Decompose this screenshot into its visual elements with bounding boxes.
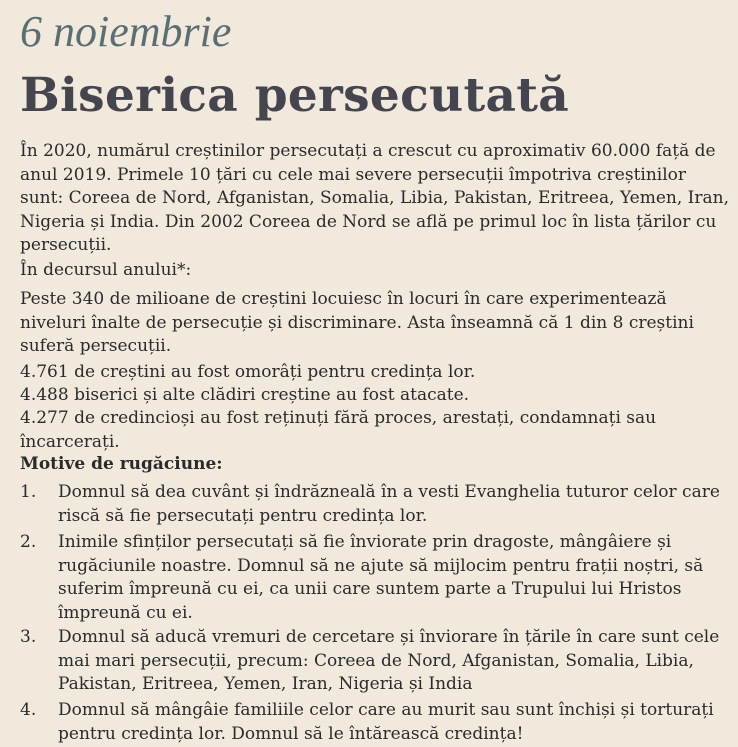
prayer-item [20, 481, 732, 528]
prayer-item [20, 699, 732, 746]
prayer-number: 2. [20, 532, 37, 552]
page-title: Biserica persecutată [20, 68, 570, 123]
prayer-item [20, 626, 732, 697]
prayer-text: Domnul să mângâie familiile celor care au murit sau sunt închiși și torturați pentru credința lor. Domnul să le întărească credința! [58, 700, 714, 744]
stats-paragraph: Peste 340 de milioane de creștini locuiesc în locuri în care experimentează niveluri înalte de persecuție și discriminare. Asta înseamnă că 1 din 8 creștini suferă persecuții. [20, 289, 694, 356]
page-date: 6 noiembrie [20, 7, 232, 56]
stat-line: 4.488 biserici și alte clădiri creștine au fost atacate. [20, 385, 470, 405]
intro-paragraph: În 2020, numărul creștinilor persecutați a crescut cu aproximativ 60.000 față de anul 2019. Primele 10 țări cu cele mai severe persecuții împotriva creștinilor sunt: Coreea de Nord, Afganistan, Somalia, Libia, Pakistan, Eritreea, Yemen, Iran, Nigeria și India. Din 2002 Coreea de Nord se află pe primul loc în lista țărilor cu persecuții. [20, 141, 730, 255]
prayer-text: Domnul să dea cuvânt și îndrăzneală în a vesti Evanghelia tuturor celor care riscă să fie persecutați pentru credința lor. [58, 482, 720, 526]
prayer-number: 4. [20, 700, 37, 720]
prayer-text: Domnul să aducă vremuri de cercetare și înviorare în țările în care sunt cele mai mari persecuții, precum: Coreea de Nord, Afganistan, Somalia, Libia, Pakistan, Eritreea, Yemen, Iran, Nigeria și India [58, 627, 720, 694]
stat-line: 4.277 de credincioși au fost reținuți fără proces, arestați, condamnați sau încarcerați. [20, 408, 657, 452]
prayer-number: 3. [20, 627, 37, 647]
prayer-number: 1. [20, 482, 37, 502]
stat-line: 4.761 de creștini au fost omorâți pentru credința lor. [20, 362, 476, 382]
prayer-text: Inimile sfinților persecutați să fie înviorate prin dragoste, mângâiere și rugăciunile noastre. Domnul să ne ajute să mijlocim pentru frații noștri, să suferim împreună cu ei, ca unii care suntem parte a Trupului lui Hristos împreună cu ei. [58, 532, 704, 623]
prayer-item [20, 531, 732, 625]
year-heading: În decursul anului*: [20, 260, 192, 280]
prayer-heading: Motive de rugăciune: [20, 454, 223, 474]
